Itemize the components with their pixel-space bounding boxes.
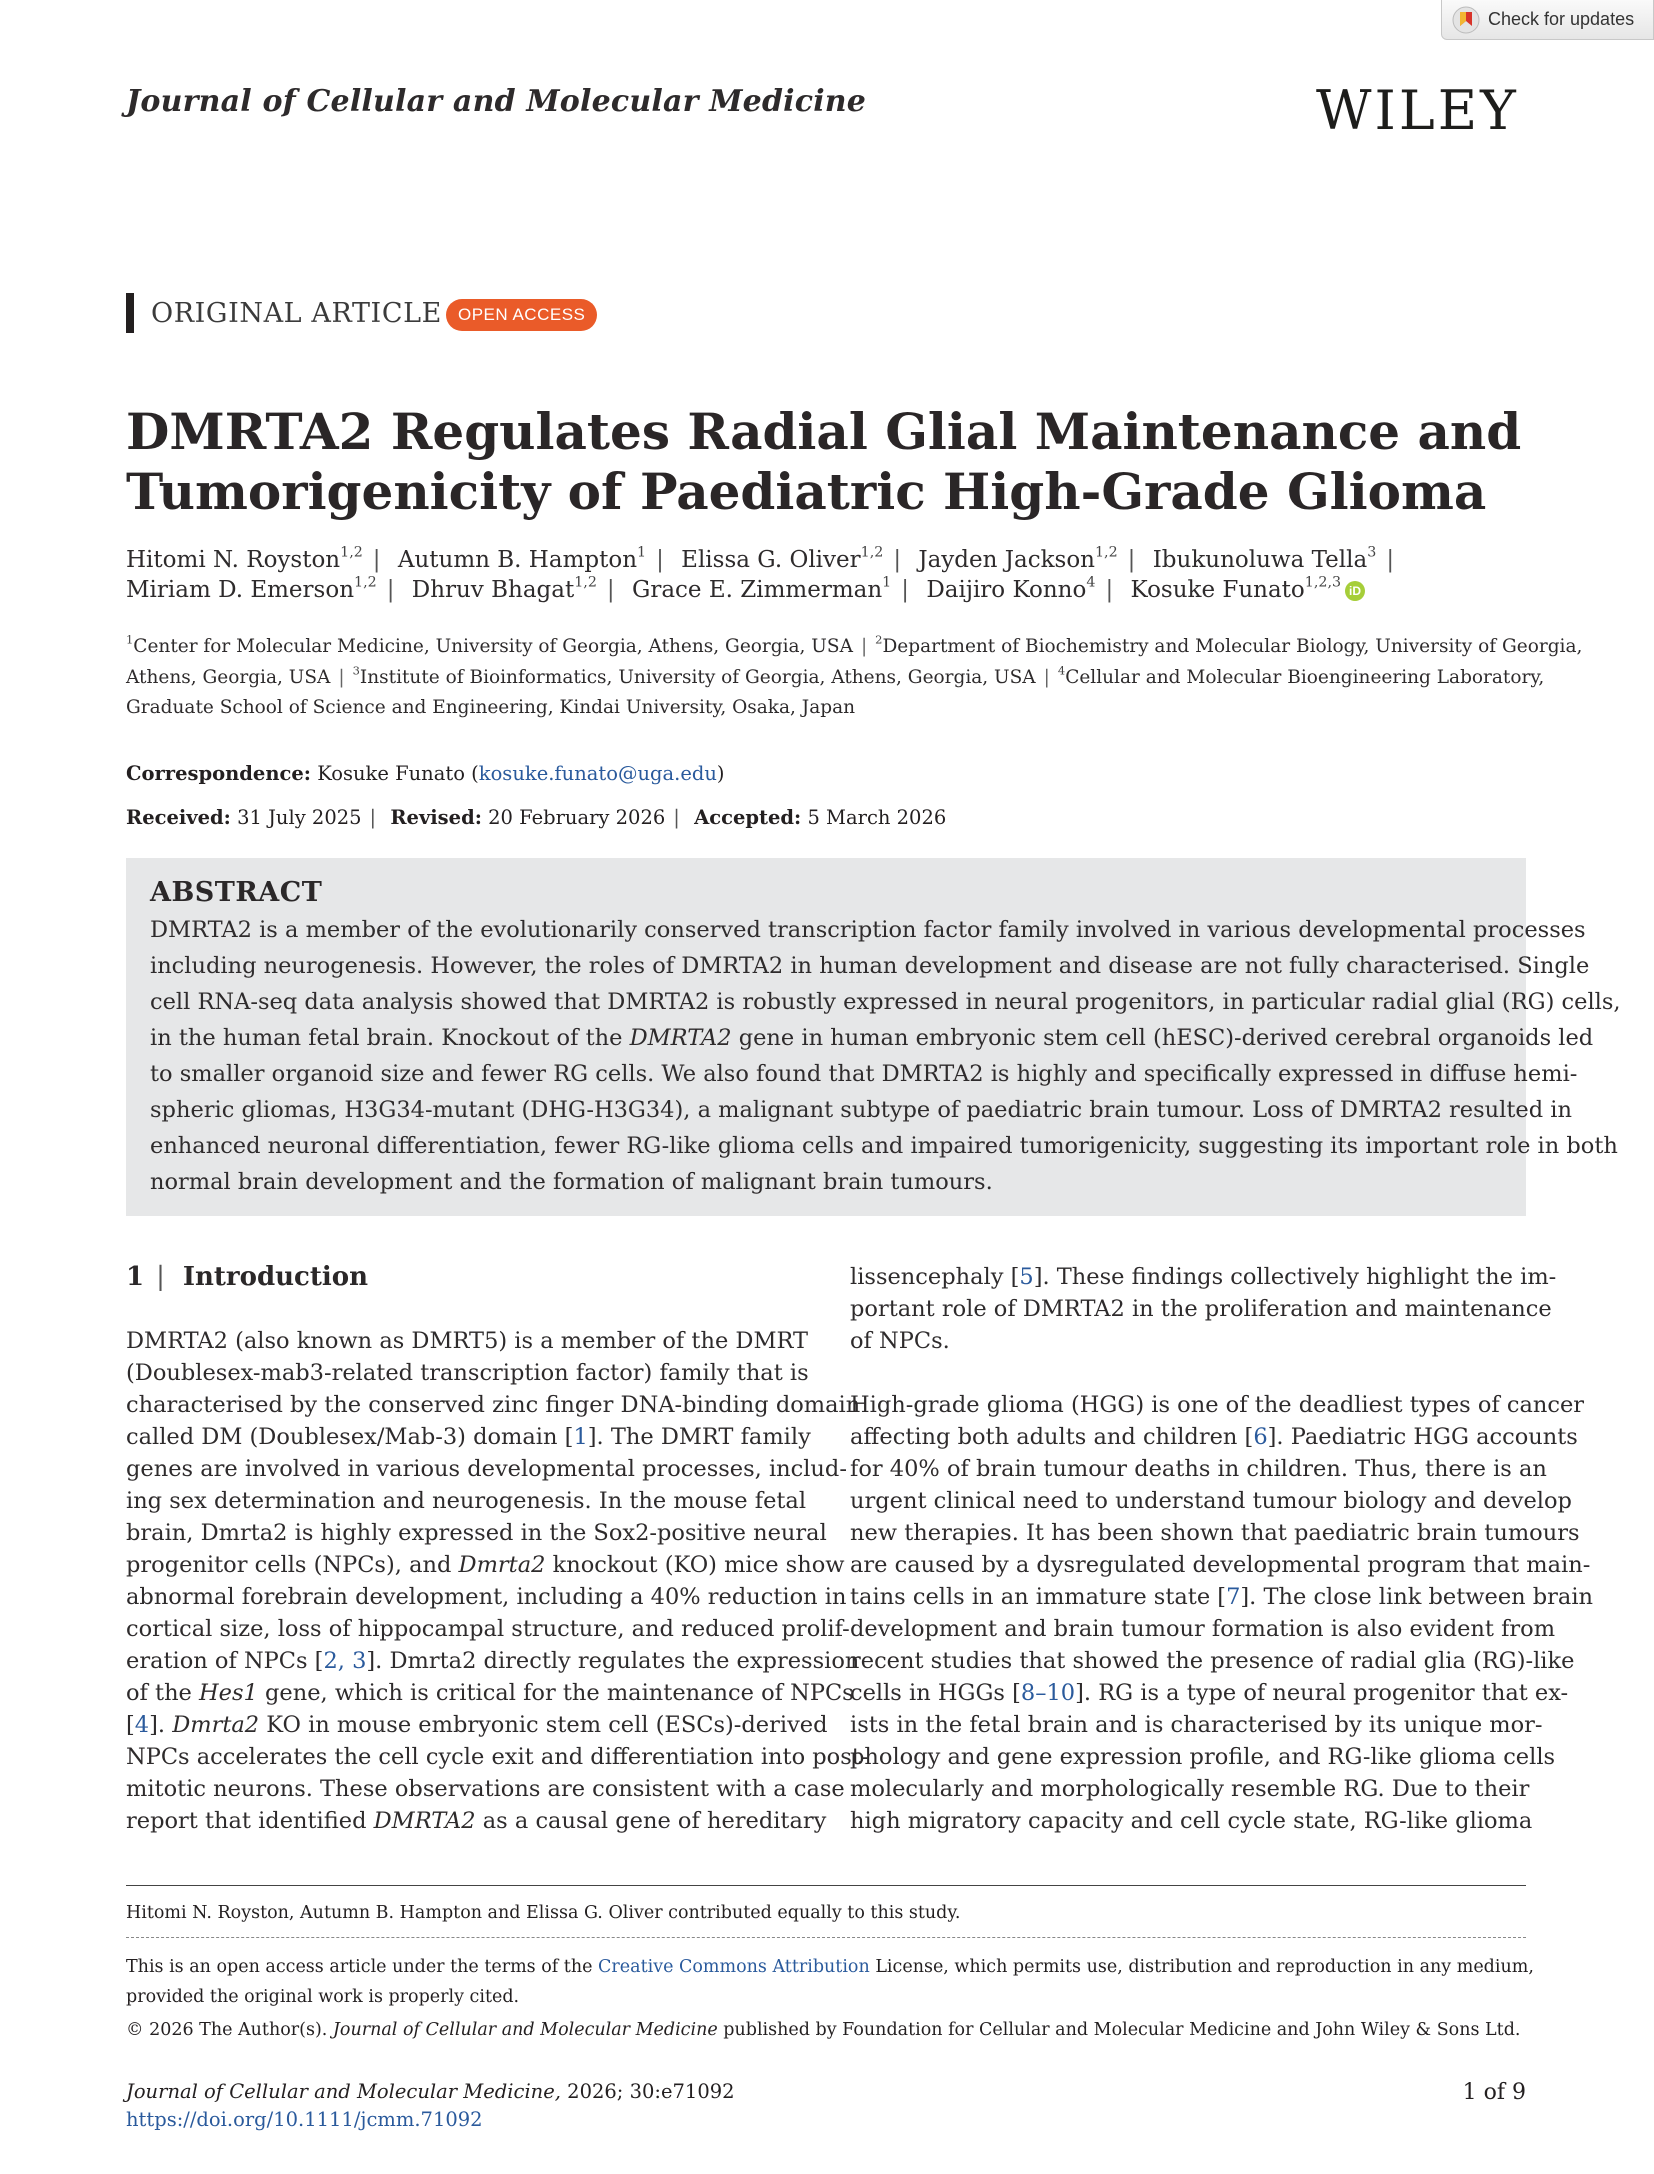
affiliations: Athens, Georgia, USA | $^3$Institute of Bioinformatics, University of Georgia, Athens, Georgia, USA | $^4$Cellular and Molecular Bioengineering Laboratory, bbox=[126, 663, 1545, 688]
body-line: cells in HGGs [8–10]. RG is a type of neural progenitor that ex- bbox=[850, 1680, 1569, 1706]
title-line: DMRTA2 Regulates Radial Glial Maintenance and bbox=[126, 402, 1522, 461]
body-line: ing sex determination and neurogenesis. In the mouse fetal bbox=[126, 1488, 807, 1514]
body-line: NPCs accelerates the cell cycle exit and differentiation into post- bbox=[126, 1744, 869, 1770]
affiliations: Graduate School of Science and Engineering, Kindai University, Osaka, Japan bbox=[126, 697, 856, 718]
body-line: for 40% of brain tumour deaths in children. Thus, there is an bbox=[850, 1456, 1547, 1482]
contribution-note: Hitomi N. Royston, Autumn B. Hampton and Elissa G. Oliver contributed equally to this study. bbox=[126, 1903, 961, 1923]
abstract-line: normal brain development and the formation of malignant brain tumours. bbox=[150, 1169, 993, 1195]
citation-link[interactable]: 7 bbox=[1226, 1584, 1241, 1610]
abstract-line: cell RNA-seq data analysis showed that DMRTA2 is robustly expressed in neural progenitors, in particular radial glial (RG) cells, bbox=[150, 989, 1621, 1015]
citation-link[interactable]: 8–10 bbox=[1020, 1680, 1076, 1706]
page-number: 1 of 9 bbox=[1462, 2080, 1526, 2105]
correspondence: Correspondence: Kosuke Funato (kosuke.funato@uga.edu) bbox=[126, 762, 725, 785]
author[interactable]: Hitomi N. Royston$^{1,2}$ bbox=[126, 544, 363, 573]
abstract-line: DMRTA2 is a member of the evolutionarily conserved transcription factor family involved in various developmental processes bbox=[150, 917, 1586, 943]
body-line: cortical size, loss of hippocampal structure, and reduced prolif- bbox=[126, 1616, 850, 1642]
body-line: (Doublesex-mab3-related transcription factor) family that is bbox=[126, 1360, 809, 1386]
body-line: eration of NPCs [2, 3]. Dmrta2 directly regulates the expression bbox=[126, 1648, 860, 1674]
body-line: new therapies. It has been shown that paediatric brain tumours bbox=[850, 1520, 1580, 1546]
body-line: report that identified DMRTA2 as a causal gene of hereditary bbox=[126, 1808, 827, 1834]
abstract-line: including neurogenesis. However, the roles of DMRTA2 in human development and disease are not fully characterised. Single bbox=[150, 953, 1590, 979]
body-line: tains cells in an immature state [7]. The close link between brain bbox=[850, 1584, 1594, 1610]
author[interactable]: Daijiro Konno$^4$ bbox=[926, 574, 1096, 603]
body-line: development and brain tumour formation is also evident from bbox=[850, 1616, 1556, 1642]
body-line: progenitor cells (NPCs), and Dmrta2 knockout (KO) mice show bbox=[126, 1552, 845, 1578]
body-line: portant role of DMRTA2 in the proliferation and maintenance bbox=[850, 1296, 1552, 1322]
author[interactable]: Jayden Jackson$^{1,2}$ bbox=[918, 544, 1118, 573]
body-line: of the Hes1 gene, which is critical for the maintenance of NPCs bbox=[126, 1680, 854, 1706]
article-type-bar bbox=[126, 293, 134, 333]
author[interactable]: Grace E. Zimmerman$^1$ bbox=[631, 574, 892, 603]
license-note: provided the original work is properly cited. bbox=[126, 1987, 520, 2007]
orcid-icon[interactable]: iD bbox=[1345, 581, 1365, 601]
license-note: This is an open access article under the terms of the Creative Commons Attribution License, which permits use, distribution and reproduction in any medium, bbox=[126, 1957, 1534, 1977]
author[interactable]: Kosuke Funato$^{1,2,3}$ bbox=[1130, 574, 1342, 603]
divider bbox=[126, 1885, 1526, 1886]
article-title bbox=[126, 402, 1526, 522]
open-access-badge: OPEN ACCESS bbox=[446, 299, 597, 331]
section-heading: 1 | Introduction bbox=[126, 1262, 369, 1292]
body-line: are caused by a dysregulated developmental program that main- bbox=[850, 1552, 1591, 1578]
check-for-updates-label: Check for updates bbox=[1488, 9, 1635, 29]
doi-link[interactable]: https://doi.org/10.1111/jcmm.71092 bbox=[126, 2108, 483, 2131]
author-list: Hitomi N. Royston$^{1,2}$ | Autumn B. Hampton$^1$ | Elissa G. Oliver$^{1,2}$ | Jayden Jackson$^{1,2}$ | Ibukunoluwa Tella$^3$ | bbox=[126, 544, 1395, 573]
citation-link[interactable]: 1 bbox=[573, 1424, 588, 1450]
abstract-line: spheric gliomas, H3G34-mutant (DHG-H3G34), a malignant subtype of paediatric brain tumour. Loss of DMRTA2 resulted in bbox=[150, 1097, 1572, 1123]
divider bbox=[126, 1937, 1526, 1938]
footer-citation: Journal of Cellular and Molecular Medicine, 2026; 30:e71092 bbox=[126, 2080, 735, 2103]
title-line: Tumorigenicity of Paediatric High-Grade Glioma bbox=[126, 462, 1487, 521]
article-type: ORIGINAL ARTICLE bbox=[151, 298, 442, 329]
body-line: called DM (Doublesex/Mab-3) domain [1]. The DMRT family bbox=[126, 1424, 811, 1450]
affiliations: $^1$Center for Molecular Medicine, University of Georgia, Athens, Georgia, USA | $^2$Department of Biochemistry and Molecular Biology, University of Georgia, bbox=[126, 632, 1583, 657]
citation-link[interactable]: 6 bbox=[1253, 1424, 1268, 1450]
body-line: of NPCs. bbox=[850, 1328, 950, 1354]
author[interactable]: Elissa G. Oliver$^{1,2}$ bbox=[681, 544, 884, 573]
abstract-line: in the human fetal brain. Knockout of the DMRTA2 gene in human embryonic stem cell (hESC)-derived cerebral organoids led bbox=[150, 1025, 1594, 1051]
body-line: brain, Dmrta2 is highly expressed in the Sox2-positive neural bbox=[126, 1520, 827, 1546]
body-line: high migratory capacity and cell cycle state, RG-like glioma bbox=[850, 1808, 1533, 1834]
body-line: DMRTA2 (also known as DMRT5) is a member of the DMRT bbox=[126, 1328, 809, 1354]
body-line: mitotic neurons. These observations are consistent with a case bbox=[126, 1776, 845, 1802]
citation-link[interactable]: 4 bbox=[134, 1712, 150, 1738]
copyright-note: © 2026 The Author(s). Journal of Cellular and Molecular Medicine published by Foundation for Cellular and Molecular Medicine and John Wiley & Sons Ltd. bbox=[126, 2020, 1521, 2040]
journal-title: Journal of Cellular and Molecular Medicine bbox=[126, 84, 867, 119]
author[interactable]: Autumn B. Hampton$^1$ bbox=[397, 544, 647, 573]
author-list: Miriam D. Emerson$^{1,2}$ | Dhruv Bhagat$^{1,2}$ | Grace E. Zimmerman$^1$ | Daijiro Konno$^4$ | Kosuke Funato$^{1,2,3}$iD bbox=[126, 577, 1365, 603]
body-line: abnormal forebrain development, including a 40% reduction in bbox=[126, 1584, 847, 1610]
author[interactable]: Dhruv Bhagat$^{1,2}$ bbox=[411, 574, 597, 603]
author[interactable]: Ibukunoluwa Tella$^3$ bbox=[1152, 544, 1377, 573]
email-link[interactable]: kosuke.funato@uga.edu bbox=[478, 762, 717, 785]
publisher-logo: WILEY bbox=[1316, 79, 1519, 142]
abstract-heading: ABSTRACT bbox=[150, 877, 323, 908]
body-line: urgent clinical need to understand tumour biology and develop bbox=[850, 1488, 1572, 1514]
check-for-updates-button[interactable] bbox=[1441, 0, 1654, 40]
citation-link[interactable]: 5 bbox=[1019, 1264, 1034, 1290]
abstract-line: enhanced neuronal differentiation, fewer RG-like glioma cells and impaired tumorigenicity, suggesting its important role in both bbox=[150, 1133, 1618, 1159]
body-line: genes are involved in various developmental processes, includ- bbox=[126, 1456, 847, 1482]
body-line: molecularly and morphologically resemble RG. Due to their bbox=[850, 1776, 1530, 1802]
body-line: characterised by the conserved zinc finger DNA-binding domain bbox=[126, 1392, 861, 1418]
body-line: affecting both adults and children [6]. Paediatric HGG accounts bbox=[850, 1424, 1578, 1450]
license-link[interactable]: Creative Commons Attribution bbox=[598, 1957, 870, 1977]
crossmark-icon bbox=[1452, 6, 1480, 34]
body-line: ists in the fetal brain and is characterised by its unique mor- bbox=[850, 1712, 1543, 1738]
body-line: High-grade glioma (HGG) is one of the deadliest types of cancer bbox=[850, 1392, 1585, 1418]
body-line: recent studies that showed the presence of radial glia (RG)-like bbox=[850, 1648, 1575, 1674]
body-line: lissencephaly [5]. These findings collectively highlight the im- bbox=[850, 1264, 1557, 1290]
article-dates: Received: 31 July 2025 | Revised: 20 February 2026 | Accepted: 5 March 2026 bbox=[126, 806, 947, 829]
body-line: [4]. Dmrta2 KO in mouse embryonic stem cell (ESCs)-derived bbox=[126, 1712, 828, 1738]
citation-link[interactable]: 2, 3 bbox=[323, 1648, 367, 1674]
body-line: phology and gene expression profile, and RG-like glioma cells bbox=[850, 1744, 1556, 1770]
abstract-line: to smaller organoid size and fewer RG cells. We also found that DMRTA2 is highly and specifically expressed in diffuse hemi- bbox=[150, 1061, 1578, 1087]
author[interactable]: Miriam D. Emerson$^{1,2}$ bbox=[126, 574, 377, 603]
